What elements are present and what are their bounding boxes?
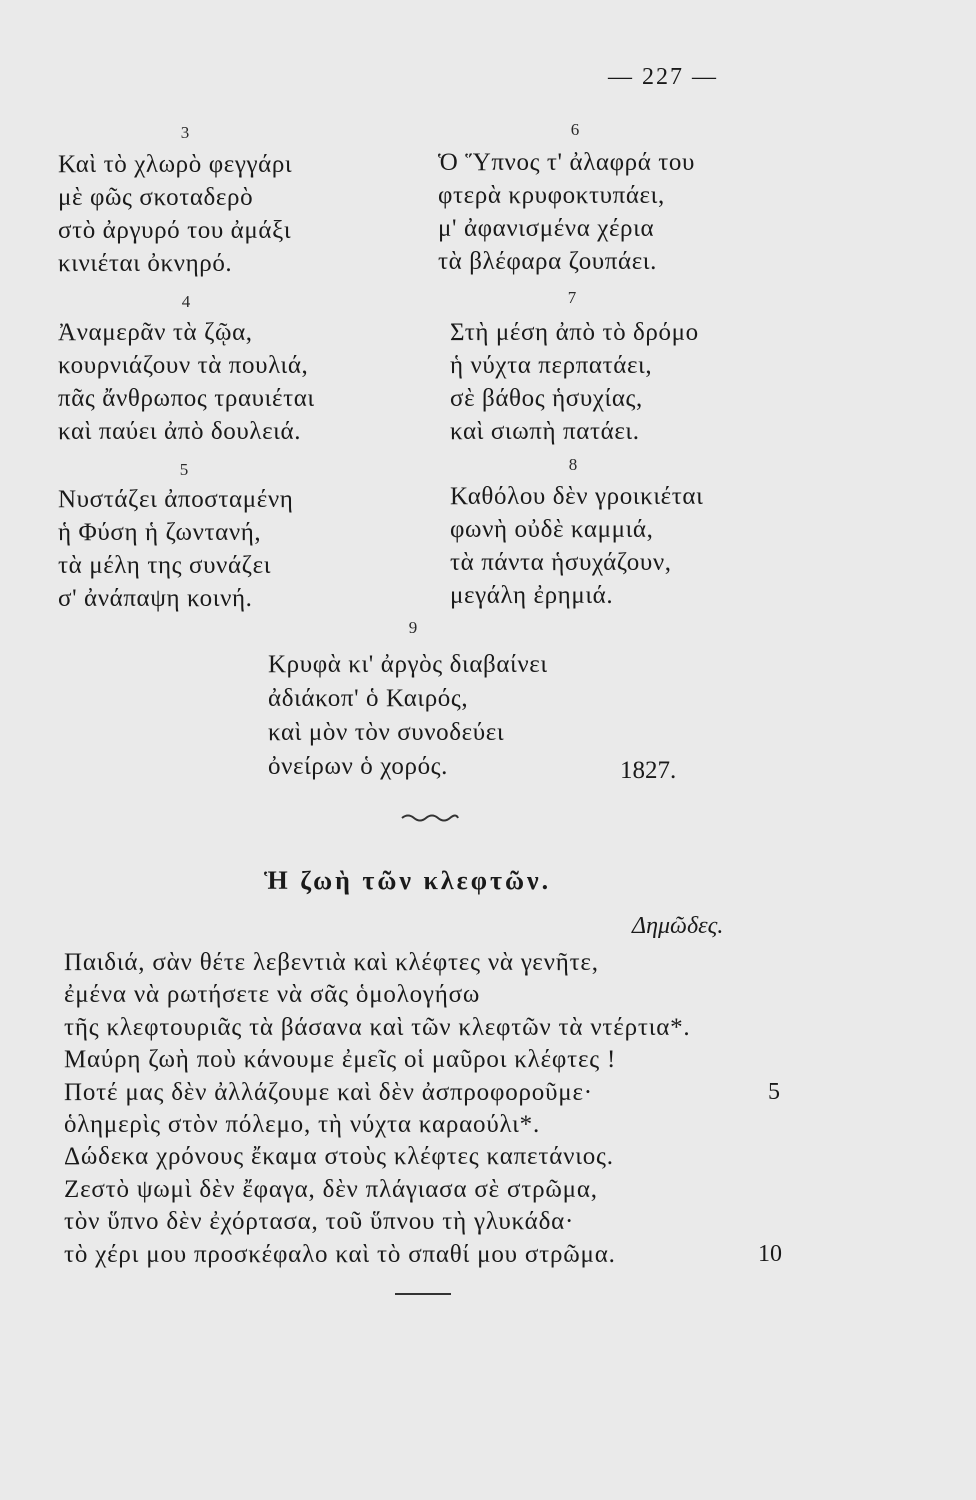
poem-source: Δημῶδες. [632,913,724,939]
verse-line: σὲ βάθος ἡσυχίας, [450,385,643,412]
stanza-number: 6 [570,120,580,139]
verse-line: Στὴ μέση ἀπὸ τὸ δρόμο [450,319,699,346]
verse-line: καὶ σιωπὴ πατάει. [450,418,640,445]
poem-title: Ἡ ζωὴ τῶν κλεφτῶν. [264,866,552,895]
stanza-number: 8 [568,455,578,474]
stanza-number: 9 [408,618,418,637]
end-rule [395,1293,451,1295]
stanza [58,316,315,448]
stanza [450,480,703,612]
verse-line: μεγάλη ἐρημιά. [450,582,614,609]
stanza [268,648,548,784]
verse-line: Παιδιά, σὰν θέτε λεβεντιὰ καὶ κλέφτες νὰ γενῆτε, [64,949,599,976]
verse-line: τὰ πάντα ἡσυχάζουν, [450,549,672,576]
verse-line: τὸν ὕπνο δὲν ἐχόρτασα, τοῦ ὕπνου τὴ γλυκάδα· [64,1208,575,1236]
page-number: — 227 — [608,64,718,90]
verse-line: καὶ παύει ἀπὸ δουλειά. [58,418,302,445]
stanza [58,148,292,280]
verse-line: Μαύρη ζωὴ ποὺ κάνουμε ἐμεῖς οἱ μαῦροι κλέφτες ! [64,1046,617,1074]
poem-body [64,947,690,1271]
verse-line: Καὶ τὸ χλωρὸ φεγγάρι [58,151,293,178]
verse-line: τὰ βλέφαρα ζουπάει. [438,248,657,275]
verse-line: τὰ μέλη της συνάζει [58,552,272,579]
verse-line: στὸ ἀργυρό του ἀμάξι [58,217,292,244]
verse-line: καὶ μὸν τὸν συνοδεύει [268,719,505,746]
verse-line: φωνὴ οὐδὲ καμμιά, [450,516,654,543]
verse-line: Ποτέ μας δὲν ἀλλάζουμε καὶ δὲν ἀσπροφοροῦμε· [64,1078,593,1106]
poem-date: 1827. [620,757,677,784]
verse-line: ὁλημερὶς στὸν πόλεμο, τὴ νύχτα καραούλι*. [64,1111,541,1139]
verse-line: μ' ἀφανισμένα χέρια [438,215,655,242]
stanza [438,146,695,278]
verse-line: ἡ Φύση ἡ ζωντανή, [58,519,262,546]
verse-line: κινιέται ὀκνηρό. [58,250,233,277]
stanza [450,316,699,448]
stanza-number: 3 [180,123,190,142]
verse-line: φτερὰ κρυφοκτυπάει, [438,182,665,209]
ornament-divider [400,810,460,824]
verse-line: Καθόλου δὲν γροικιέται [450,483,704,510]
verse-line: πᾶς ἄνθρωπος τραυιέται [58,385,315,412]
stanza-number: 7 [567,288,577,307]
verse-line: ἀδιάκοπ' ὁ Καιρός, [268,685,469,712]
verse-line: μὲ φῶς σκοταδερὸ [58,184,254,211]
line-number: 5 [768,1079,780,1105]
verse-line: Κρυφὰ κι' ἀργὸς διαβαίνει [268,651,548,678]
verse-line: ἡ νύχτα περπατάει, [450,352,653,379]
verse-line: τὸ χέρι μου προσκέφαλο καὶ τὸ σπαθί μου στρῶμα. [64,1240,616,1268]
verse-line: σ' ἀνάπαψη κοινή. [58,585,253,612]
stanza-number: 5 [179,460,189,479]
verse-line: Ὁ Ὕπνος τ' ἀλαφρά του [438,149,696,176]
verse-line: ὀνείρων ὁ χορός. [268,753,449,780]
verse-line: Ζεστὸ ψωμὶ δὲν ἔφαγα, δὲν πλάγιασα σὲ στρῶμα, [64,1175,598,1203]
verse-line: Δώδεκα χρόνους ἔκαμα στοὺς κλέφτες καπετάνιος. [64,1143,614,1171]
verse-line: Νυστάζει ἀποσταμένη [58,486,294,513]
stanza-number: 4 [181,292,191,311]
stanza [58,483,293,615]
verse-line: κουρνιάζουν τὰ πουλιά, [58,352,309,379]
verse-line: ἐμένα νὰ ρωτήσετε νὰ σᾶς ὁμολογήσω [64,981,481,1009]
line-number: 10 [758,1241,782,1267]
verse-line: Ἀναμερᾶν τὰ ζῷα, [58,319,253,346]
verse-line: τῆς κλεφτουριᾶς τὰ βάσανα καὶ τῶν κλεφτῶν τὰ ντέρτια*. [64,1013,691,1041]
